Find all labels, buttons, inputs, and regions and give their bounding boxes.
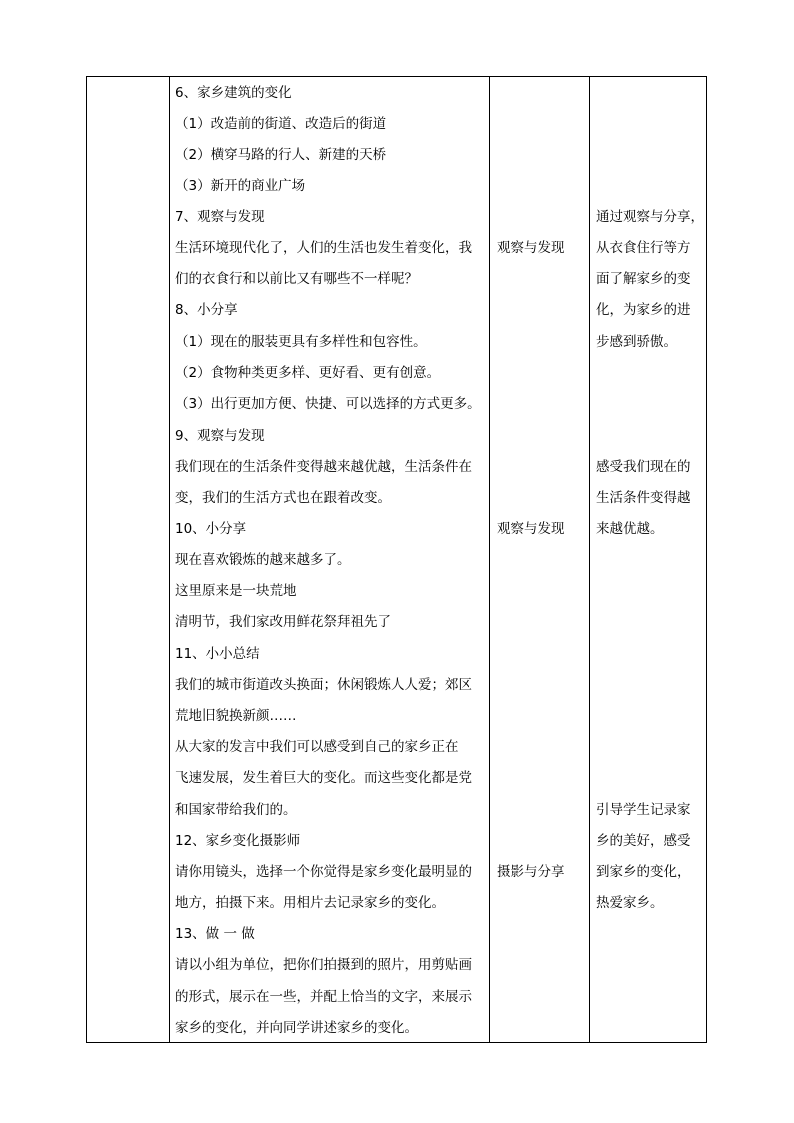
content-line: 请以小组为单位，把你们拍摄到的照片，用剪贴画 xyxy=(175,957,472,973)
intent-line: 来越优越。 xyxy=(596,521,664,537)
content-line: 现在喜欢锻炼的越来越多了。 xyxy=(175,552,351,568)
content-line: （3）新开的商业广场 xyxy=(175,178,306,194)
intent-line: 生活条件变得越 xyxy=(596,490,691,506)
content-line: 我们现在的生活条件变得越来越优越，生活条件在 xyxy=(175,459,472,475)
content-line: 10、小分享 xyxy=(175,521,247,537)
content-line: 请你用镜头，选择一个你觉得是家乡变化最明显的 xyxy=(175,864,472,880)
content-line: 7、观察与发现 xyxy=(175,209,265,225)
activity-label: 观察与发现 xyxy=(497,240,565,256)
content-line: 我们的城市街道改头换面；休闲锻炼人人爱；郊区 xyxy=(175,677,472,693)
intent-line: 从衣食住行等方 xyxy=(596,240,691,256)
content-line: 这里原来是一块荒地 xyxy=(175,583,297,599)
intent-line: 引导学生记录家 xyxy=(596,802,691,818)
content-line: 和国家带给我们的。 xyxy=(175,802,297,818)
content-line: （2）横穿马路的行人、新建的天桥 xyxy=(175,147,387,163)
content-line: 9、观察与发现 xyxy=(175,428,265,444)
content-line: 的形式，展示在一些，并配上恰当的文字，来展示 xyxy=(175,989,472,1005)
content-line: 飞速发展，发生着巨大的变化。而这些变化都是党 xyxy=(175,770,472,786)
content-line: 荒地旧貌换新颜…… xyxy=(175,708,297,724)
content-line: 生活环境现代化了，人们的生活也发生着变化，我 xyxy=(175,240,472,256)
content-line: （1）改造前的街道、改造后的街道 xyxy=(175,116,387,132)
content-line: 8、小分享 xyxy=(175,302,238,318)
intent-line: 化，为家乡的进 xyxy=(596,302,691,318)
content-line: 家乡的变化，并向同学讲述家乡的变化。 xyxy=(175,1020,418,1036)
content-line: （1）现在的服装更具有多样性和包容性。 xyxy=(175,334,427,350)
activity-label: 观察与发现 xyxy=(497,521,565,537)
activity-label: 摄影与分享 xyxy=(497,864,565,880)
content-line: （3）出行更加方便、快捷、可以选择的方式更多。 xyxy=(175,396,481,412)
content-line: 11、小小总结 xyxy=(175,646,260,662)
content-line: 清明节，我们家改用鲜花祭拜祖先了 xyxy=(175,614,391,630)
intent-line: 通过观察与分享， xyxy=(596,209,704,225)
content-line: 12、家乡变化摄影师 xyxy=(175,833,301,849)
content-line: （2）食物种类更多样、更好看、更有创意。 xyxy=(175,365,441,381)
content-line: 从大家的发言中我们可以感受到自己的家乡正在 xyxy=(175,739,459,755)
intent-line: 到家乡的变化， xyxy=(596,864,691,880)
content-line: 地方，拍摄下来。用相片去记录家乡的变化。 xyxy=(175,895,445,911)
column-divider-3 xyxy=(589,77,590,1042)
column-divider-2 xyxy=(489,77,490,1042)
content-line: 们的衣食行和以前比又有哪些不一样呢？ xyxy=(175,271,418,287)
intent-line: 感受我们现在的 xyxy=(596,459,691,475)
content-line: 13、做 一 做 xyxy=(175,926,255,942)
column-divider-1 xyxy=(169,77,170,1042)
content-line: 变，我们的生活方式也在跟着改变。 xyxy=(175,490,391,506)
intent-line: 面了解家乡的变 xyxy=(596,271,691,287)
intent-line: 热爱家乡。 xyxy=(596,895,664,911)
intent-line: 步感到骄傲。 xyxy=(596,334,677,350)
intent-line: 乡的美好，感受 xyxy=(596,833,691,849)
content-line: 6、家乡建筑的变化 xyxy=(175,85,292,101)
